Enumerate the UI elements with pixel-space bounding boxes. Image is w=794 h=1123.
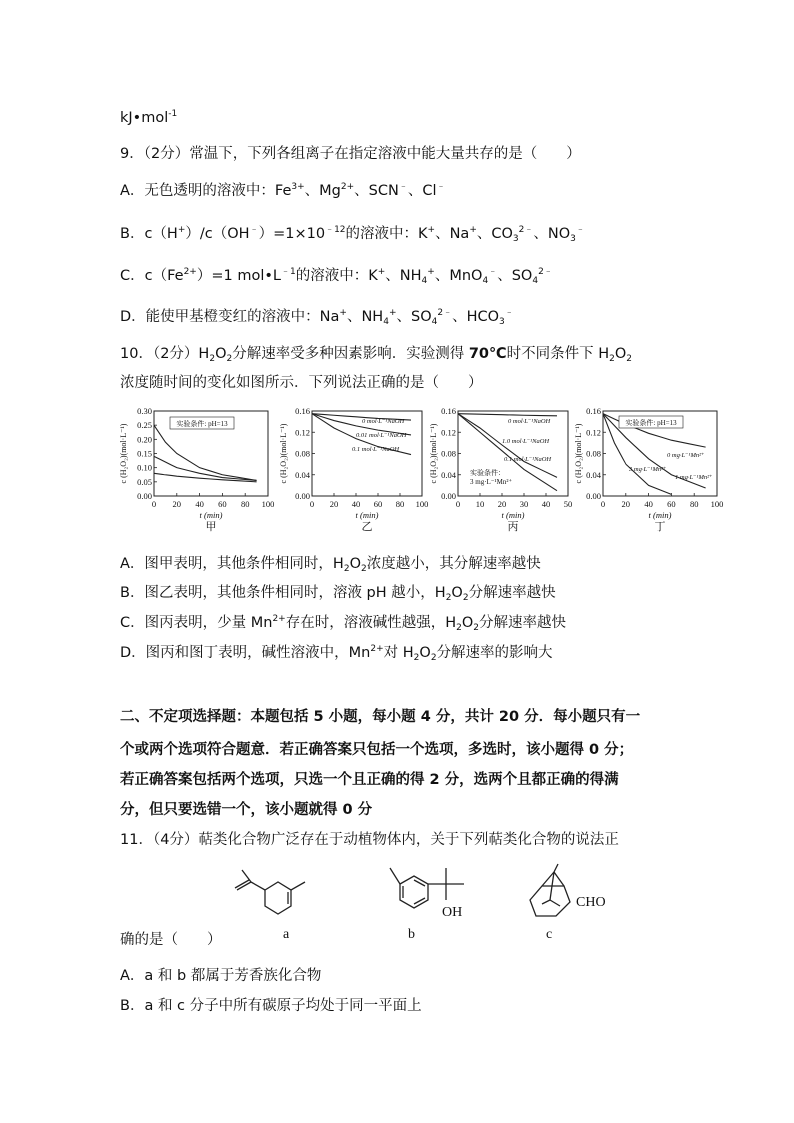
- chart-ding: [573, 405, 723, 540]
- q10-option-a: A．图甲表明，其他条件相同时，$H_2O_2$浓度越小，其分解速率越快: [120, 556, 541, 574]
- section2-line1: 二、不定项选择题：本题包括 5 小题，每小题 4 分，共计 20 分．每小题只有一: [120, 709, 641, 725]
- bing-annotation: 实验条件：: [470, 469, 505, 477]
- q10-option-b: B．图乙表明，其他条件相同时，溶液 pH 越小，$H_2O_2$分解速率越快: [120, 585, 556, 603]
- q10-stem-line2: 浓度随时间的变化如图所示．下列说法正确的是（ ）: [120, 375, 483, 391]
- chart-bing: [428, 405, 573, 540]
- bing-ytick-label: 0.00: [441, 491, 456, 501]
- chart-jia: [118, 405, 278, 540]
- yi-panel-name: 乙: [361, 521, 373, 533]
- q9-option-d: D．能使甲基橙变红的溶液中：Na+、$NH_4^+$、$SO_4^{2﹣}$、$HCO_3^﹣$: [120, 308, 514, 327]
- jia-ytick-label: 0.30: [137, 406, 152, 416]
- section2-line3: 若正确答案包括两个选项，只选一个且正确的得 2 分，选两个且都正确的得满: [120, 772, 619, 788]
- bing-ytick-label: 0.16: [441, 406, 456, 416]
- ding-xtick-label: 100: [710, 499, 724, 509]
- molecule-a-label: a: [283, 927, 290, 942]
- q11-option-b: B．a 和 c 分子中所有碳原子均处于同一平面上: [120, 998, 422, 1014]
- ding-xtick-label: 0: [600, 499, 606, 509]
- yi-xtick-label: 80: [395, 499, 405, 509]
- q9-stem: 9．（2分）常温下，下列各组离子在指定溶液中能大量共存的是（ ）: [120, 146, 581, 162]
- yi-ytick-label: 0.04: [295, 469, 310, 480]
- yi-xtick-label: 40: [351, 499, 361, 509]
- molecule-b-oh: OH: [442, 905, 463, 920]
- bing-xtick-label: 20: [497, 499, 507, 509]
- top-unit: kJ•mol$^{-1}$: [120, 109, 178, 126]
- ding-series-label: 3 mg·L⁻¹Mn²⁺: [629, 466, 667, 473]
- bing-series-label: 0.1 mol·L⁻¹NaOH: [504, 456, 552, 463]
- bing-ytick-label: 0.12: [441, 427, 456, 438]
- q11-stem-line2: 确的是（ ）: [120, 932, 222, 948]
- bing-xtick-label: 50: [563, 499, 573, 509]
- ding-series-label: 0 mg·L⁻¹Mn²⁺: [667, 452, 705, 459]
- bing-xtick-label: 40: [541, 499, 551, 509]
- jia-xtick-label: 100: [261, 499, 275, 509]
- molecule-c-cho: CHO: [576, 895, 606, 910]
- jia-xtick-label: 80: [240, 499, 250, 509]
- ding-ytick-label: 0.04: [586, 469, 601, 480]
- yi-xlabel: t (min): [355, 510, 379, 520]
- ding-xtick-label: 80: [689, 499, 699, 509]
- q9-option-b: B．$c(H^+)/c(OH^﹣)=1\times 10^{﹣12}$的溶液中：K+、Na+、$CO_3^{2﹣}$、$NO_3^﹣$: [120, 225, 585, 244]
- bing-xlabel: t (min): [501, 510, 525, 520]
- ding-xtick-label: 20: [621, 499, 631, 509]
- jia-panel-name: 甲: [205, 521, 217, 533]
- bing-ytick-label: 0.04: [441, 469, 456, 480]
- q9-option-a: A．无色透明的溶液中：$Fe^{3+}$、$Mg^{2+}$、SCN﹣、Cl﹣: [120, 182, 446, 199]
- yi-series-label: 0 mol·L⁻¹NaOH: [362, 418, 405, 425]
- bing-panel-name: 丙: [507, 521, 519, 533]
- ding-ytick-label: 0.12: [586, 427, 601, 438]
- yi-ytick-label: 0.08: [295, 448, 310, 459]
- ding-ylabel: c (H₂O₂)(mol·L⁻¹): [574, 423, 583, 484]
- bing-ytick-label: 0.08: [441, 448, 456, 459]
- ding-series-label: 1 mg·L⁻¹Mn²⁺: [675, 474, 713, 481]
- ding-ytick-label: 0.08: [586, 448, 601, 459]
- bing-annotation-2: 3 mg·L⁻¹Mn²⁺: [470, 478, 513, 486]
- bing-ylabel: c (H₂O₂)(mol·L⁻¹): [429, 423, 438, 484]
- molecule-c-label: c: [546, 927, 553, 942]
- bing-xtick-label: 30: [519, 499, 529, 509]
- jia-ytick-label: 0.20: [137, 434, 152, 445]
- section2-line4: 分，但只要选错一个，该小题就得 0 分: [120, 802, 373, 818]
- bing-xtick-label: 10: [475, 499, 485, 509]
- molecule-a: [228, 862, 328, 932]
- section2-line2: 个或两个选项符合题意．若正确答案只包括一个选项，多选时，该小题得 0 分；: [120, 742, 634, 758]
- bing-series-label: 0 mol·L⁻¹NaOH: [508, 418, 551, 425]
- yi-xtick-label: 60: [373, 499, 383, 509]
- ding-panel-name: 丁: [654, 521, 666, 533]
- yi-ylabel: c (H₂O₂)(mol·L⁻¹): [279, 423, 288, 484]
- q9-option-c: C．$c(Fe^{2+})=1$ $mol•L^{﹣1}$的溶液中：K+、$NH_4^+$、MnO$_4$﹣、$SO_4^{2﹣}$: [120, 267, 553, 286]
- yi-ytick-label: 0.12: [295, 427, 310, 438]
- jia-xtick-label: 40: [195, 499, 204, 509]
- q10-option-c: C．图丙表明，少量 $Mn^{2+}$存在时，溶液碱性越强，$H_2O_2$分解速率越快: [120, 614, 567, 633]
- jia-xlabel: t (min): [199, 510, 223, 520]
- jia-ytick-label: 0.10: [137, 462, 152, 473]
- q11-option-a: A．a 和 b 都属于芳香族化合物: [120, 968, 322, 984]
- jia-xtick-label: 20: [172, 499, 182, 509]
- q10-stem-line1: 10．（2分）$H_2O_2$分解速率受多种因素影响．实验测得 70℃时不同条件下 $H_2O_2$: [120, 346, 632, 364]
- chart-yi: [278, 405, 428, 540]
- yi-series-label: 0.1 mol·L⁻¹NaOH: [352, 446, 400, 453]
- ding-xtick-label: 40: [644, 499, 653, 509]
- ding-ytick-label: 0.00: [586, 491, 601, 501]
- ding-annotation: 实验条件: pH=13: [625, 419, 677, 427]
- ding-xtick-label: 60: [667, 499, 676, 509]
- jia-ytick-label: 0.05: [137, 476, 152, 487]
- jia-ytick-label: 0.00: [137, 491, 152, 501]
- jia-xtick-label: 0: [151, 499, 157, 509]
- q10-option-d: D．图丙和图丁表明，碱性溶液中，$Mn^{2+}$对 $H_2O_2$分解速率的影响大: [120, 644, 553, 663]
- jia-ylabel: c (H₂O₂)(mol·L⁻¹): [119, 423, 128, 484]
- jia-ytick-label: 0.15: [137, 448, 152, 459]
- ding-ytick-label: 0.16: [586, 406, 601, 416]
- yi-xtick-label: 0: [309, 499, 315, 509]
- molecule-b-label: b: [408, 927, 415, 942]
- jia-xtick-label: 60: [218, 499, 227, 509]
- yi-ytick-label: 0.00: [295, 491, 310, 501]
- jia-ytick-label: 0.25: [137, 420, 152, 431]
- yi-series-label: 0.01 mol·L⁻¹NaOH: [356, 432, 407, 439]
- yi-ytick-label: 0.16: [295, 406, 310, 416]
- molecule-b: [380, 860, 490, 935]
- jia-annotation: 实验条件: pH=13: [176, 420, 228, 428]
- yi-xtick-label: 20: [329, 499, 339, 509]
- ding-xlabel: t (min): [648, 510, 672, 520]
- bing-series-label: 1.0 mol·L⁻¹NaOH: [502, 438, 550, 445]
- bing-xtick-label: 0: [455, 499, 461, 509]
- yi-xtick-label: 100: [415, 499, 429, 509]
- q11-stem-line1: 11．（4分）萜类化合物广泛存在于动植物体内，关于下列萜类化合物的说法正: [120, 832, 619, 848]
